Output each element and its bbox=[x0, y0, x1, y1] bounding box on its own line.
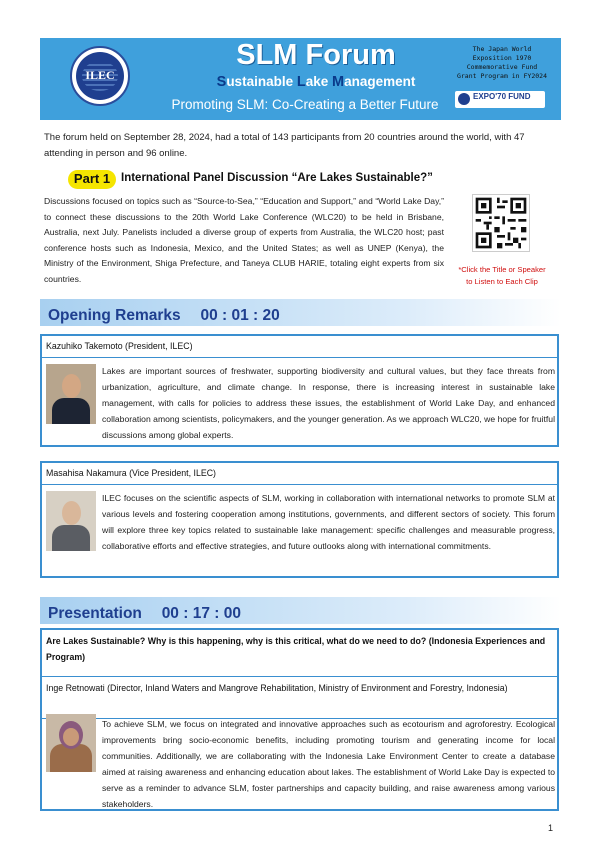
speaker-card bbox=[40, 461, 559, 578]
part-description: Discussions focused on topics such as “Source-to-Sea,” “Education and Support,” and “World Lake Day,” to connect these discussions to the 20th World Lake Conference (WLC20) to be held in Brisbane, Australia, next July. Panelists included a diverse group of experts from Australia, the WLC20 host; past conference hosts such as Indonesia, Mexico, and the United States; as well as UNEP (Kenya), the Ministry of the Environment, Shiga Prefecture, and Taneya CLUB HARIE, totaling eight experts from six countries. bbox=[44, 196, 444, 284]
presentation-card bbox=[40, 628, 559, 811]
qr-code-icon[interactable] bbox=[472, 194, 530, 252]
speaker-remarks: Lakes are important sources of freshwater, supporting biodiversity and cultural values, but they face threats from urbanization, agriculture, and climate change. In response, there is increasing interest in sustainable lake management, with calls for policies to address these issues, the establishment of World Lake Day, and enhanced collaboration among scientists, policymakers, and the younger generation. As we approach WLC20, we hope for fruitful discussions among global experts. bbox=[102, 366, 555, 440]
logo-text: ILEC bbox=[85, 68, 115, 82]
speaker-remarks: ILEC focuses on the scientific aspects of SLM, working in collaboration with international networks to promote SLM at various levels and fostering cooperation among institutions, governments, and different sectors of society. This forum will explore three key topics related to sustainable lake management: specific challenges and measurable progress, collaborative efforts and effective strategies, and future outlooks along with international commitments. bbox=[102, 493, 555, 551]
fund-credit: The Japan World Exposition 1970 Commemorative Fund Grant Program in FY2024 bbox=[456, 45, 547, 80]
speaker-photo bbox=[46, 491, 96, 551]
forum-tagline: Promoting SLM: Co-Creating a Better Future bbox=[171, 97, 439, 112]
page-number: 1 bbox=[548, 823, 554, 833]
presentation-summary: To achieve SLM, we focus on integrated and innovative approaches such as ecotourism and agroforestry. Ecological improvements bring socio-economic benefits, including promoting tourism and generating income for local communities. Additionally, we are collaborating with the Indonesia Lake Environment Center to create a database aimed at raising awareness and enhancing education about lakes. The establishment of World Lake Day is expected to serve as a reminder to advance SLM, foster partnerships and capacity building, and raise awareness among various stakeholders. bbox=[102, 719, 555, 809]
presentation-question[interactable]: Are Lakes Sustainable? Why is this happening, why is this critical, what do we need to do? (Indonesia Experiences and Program) bbox=[42, 630, 557, 677]
opening-section-title[interactable]: Opening Remarks 00 : 01 : 20 bbox=[48, 307, 280, 324]
ilec-logo bbox=[70, 46, 130, 106]
intro-paragraph: The forum held on September 28, 2024, had a total of 143 participants from 20 countries around the world, with 47 attending in person and 96 online. bbox=[44, 132, 525, 159]
speaker-name[interactable]: Inge Retnowati (Director, Inland Waters and Mangrove Rehabilitation, Ministry of Environment and Forestry, Indonesia) bbox=[42, 677, 557, 719]
speaker-photo bbox=[46, 714, 96, 772]
qr-note: *Click the Title or Speaker to Listen to Each Clip bbox=[458, 265, 546, 286]
speaker-name[interactable]: Kazuhiko Takemoto (President, ILEC) bbox=[42, 336, 557, 358]
expo-fund-logo: EXPO'70 FUND bbox=[455, 91, 545, 108]
forum-subtitle: Sustainable Lake Management bbox=[216, 74, 416, 90]
speaker-card bbox=[40, 334, 559, 447]
forum-title: SLM Forum bbox=[236, 39, 396, 71]
speaker-photo bbox=[46, 364, 96, 424]
part-label: Part 1 bbox=[73, 171, 111, 186]
speaker-name[interactable]: Masahisa Nakamura (Vice President, ILEC) bbox=[42, 463, 557, 485]
presentation-section-title[interactable]: Presentation 00 : 17 : 00 bbox=[48, 605, 241, 622]
part-title[interactable]: International Panel Discussion “Are Lakes Sustainable?” bbox=[121, 172, 433, 184]
